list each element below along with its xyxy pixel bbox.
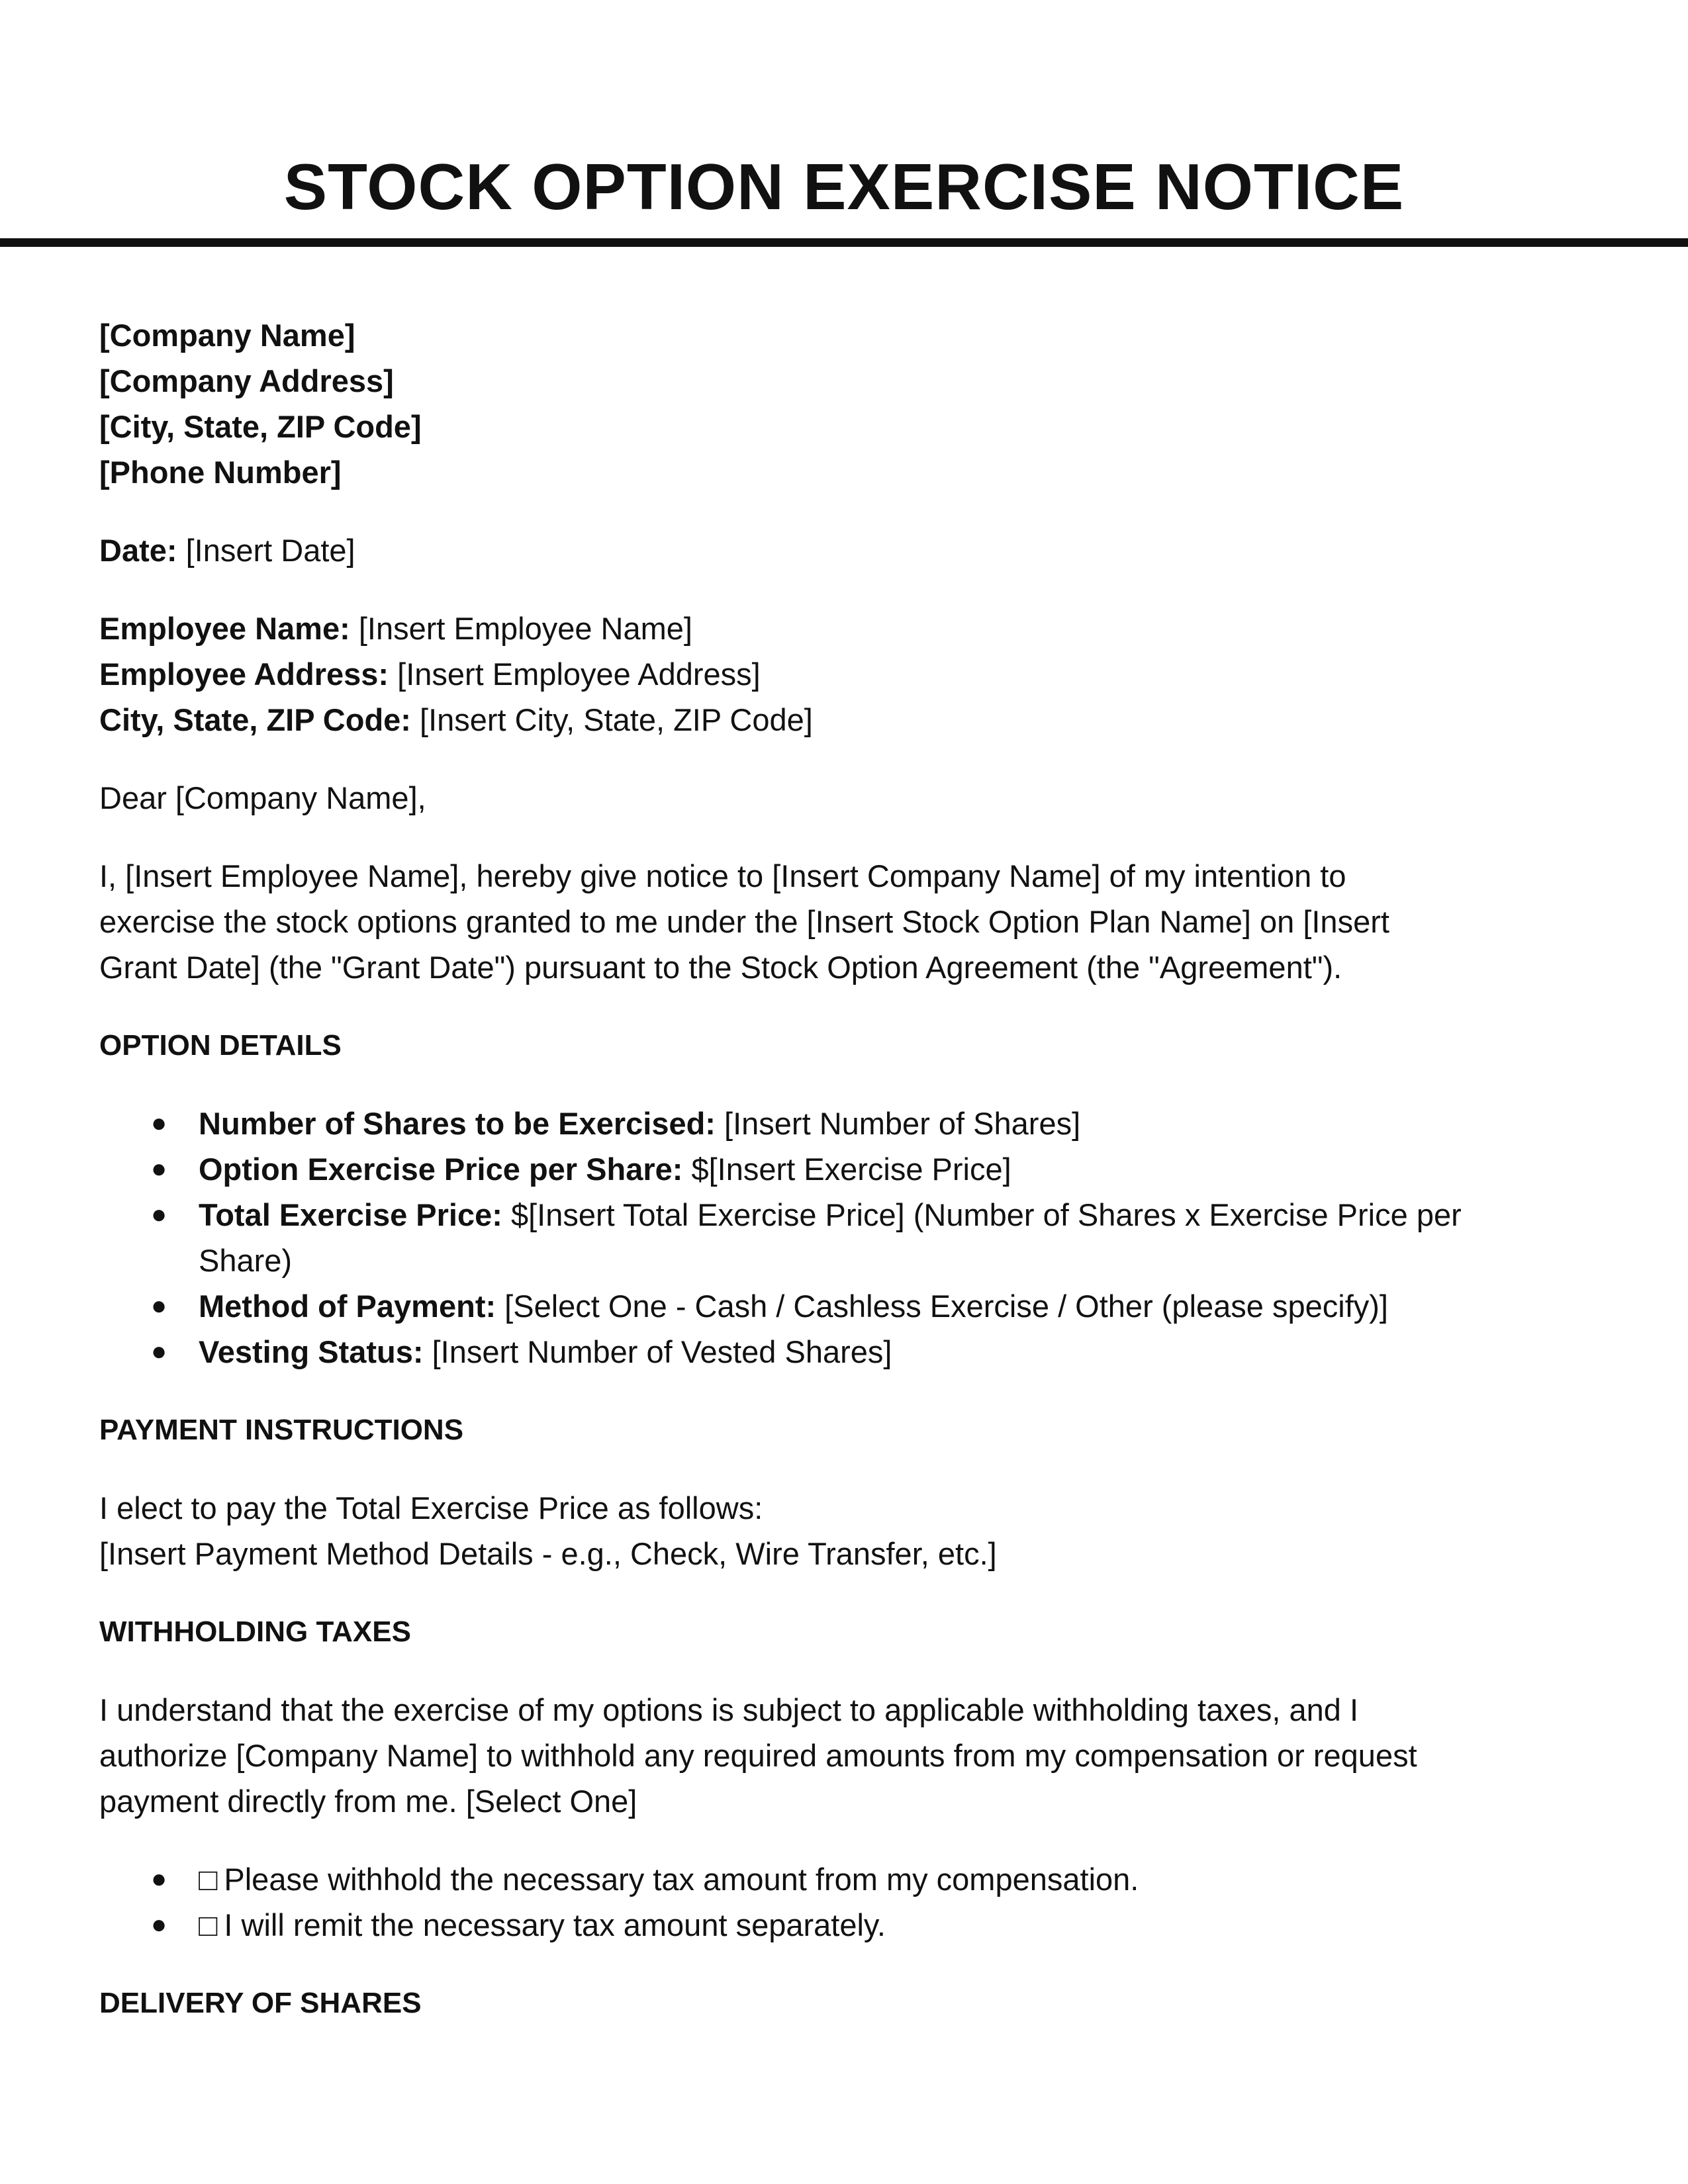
option-text: I will remit the necessary tax amount separately. (224, 1907, 886, 1942)
bullet-icon: ● (151, 1109, 167, 1138)
employee-name-line (99, 606, 1595, 651)
item-label: Number of Shares to be Exercised: (199, 1106, 716, 1141)
bullet-icon: ● (151, 1337, 167, 1366)
item-label: Option Exercise Price per Share: (199, 1152, 683, 1187)
list-item (99, 1329, 1595, 1375)
option-text: Please withhold the necessary tax amount from my compensation. (224, 1862, 1139, 1897)
bullet-icon: ● (151, 1200, 167, 1229)
intro-line: Grant Date] (the "Grant Date") pursuant to the Stock Option Agreement (the "Agreement"). (99, 950, 1342, 985)
bullet-icon: ● (151, 1154, 167, 1183)
company-phone: [Phone Number] (99, 455, 342, 490)
list-item (99, 1283, 1595, 1329)
item-label: Vesting Status: (199, 1334, 424, 1369)
bullet-icon: ● (151, 1910, 167, 1939)
item-value-continued: Share) (199, 1243, 293, 1278)
employee-address-value: [Insert Employee Address] (389, 657, 761, 692)
date-value: [Insert Date] (177, 533, 355, 568)
list-item (99, 1192, 1595, 1283)
option-details-list (99, 1101, 1595, 1375)
withholding-line: payment directly from me. [Select One] (99, 1784, 637, 1819)
payment-heading: PAYMENT INSTRUCTIONS (99, 1414, 464, 1446)
employee-name-label: Employee Name: (99, 611, 350, 646)
employee-name-value: [Insert Employee Name] (350, 611, 692, 646)
intro-line: exercise the stock options granted to me under the [Insert Stock Option Plan Name] on [Insert (99, 904, 1389, 939)
date-line (99, 527, 1595, 573)
item-label: Total Exercise Price: (199, 1197, 502, 1232)
item-value: $[Insert Total Exercise Price] (Number of Shares x Exercise Price per (502, 1197, 1462, 1232)
document-title: STOCK OPTION EXERCISE NOTICE (283, 150, 1405, 223)
bullet-icon: ● (151, 1864, 167, 1893)
delivery-heading: DELIVERY OF SHARES (99, 1987, 422, 2019)
intro-paragraph (99, 853, 1595, 990)
item-value: [Insert Number of Vested Shares] (423, 1334, 892, 1369)
salutation: Dear [Company Name], (99, 780, 426, 815)
employee-block (99, 606, 1595, 743)
payment-line: I elect to pay the Total Exercise Price as follows: (99, 1490, 763, 1525)
employee-city-line (99, 697, 1595, 743)
item-value: [Insert Number of Shares] (715, 1106, 1081, 1141)
list-item (99, 1146, 1595, 1192)
company-address: [Company Address] (99, 363, 394, 398)
employee-address-label: Employee Address: (99, 657, 389, 692)
withholding-paragraph (99, 1687, 1595, 1824)
date-label: Date: (99, 533, 177, 568)
list-item (99, 1856, 1595, 1902)
company-block (99, 312, 1595, 495)
withholding-options (99, 1856, 1595, 1948)
list-item (99, 1902, 1595, 1948)
payment-line: [Insert Payment Method Details - e.g., Check, Wire Transfer, etc.] (99, 1536, 997, 1571)
item-value: [Select One - Cash / Cashless Exercise / Other (please specify)] (496, 1289, 1388, 1324)
employee-city-label: City, State, ZIP Code: (99, 702, 411, 737)
employee-city-value: [Insert City, State, ZIP Code] (410, 702, 813, 737)
checkbox-icon[interactable]: □ (199, 1907, 218, 1942)
intro-line: I, [Insert Employee Name], hereby give notice to [Insert Company Name] of my intention to (99, 858, 1346, 893)
list-item (99, 1101, 1595, 1146)
item-label: Method of Payment: (199, 1289, 496, 1324)
document-body (99, 312, 1595, 2058)
company-name: [Company Name] (99, 318, 355, 353)
title-divider (0, 238, 1688, 247)
withholding-heading: WITHHOLDING TAXES (99, 1615, 411, 1648)
item-value: $[Insert Exercise Price] (682, 1152, 1011, 1187)
payment-paragraph (99, 1485, 1595, 1576)
withholding-line: authorize [Company Name] to withhold any required amounts from my compensation or request (99, 1738, 1417, 1773)
checkbox-icon[interactable]: □ (199, 1862, 218, 1897)
option-details-heading: OPTION DETAILS (99, 1029, 342, 1062)
bullet-icon: ● (151, 1291, 167, 1320)
withholding-line: I understand that the exercise of my options is subject to applicable withholding taxes, and I (99, 1692, 1359, 1727)
employee-address-line (99, 651, 1595, 697)
company-city: [City, State, ZIP Code] (99, 409, 422, 444)
